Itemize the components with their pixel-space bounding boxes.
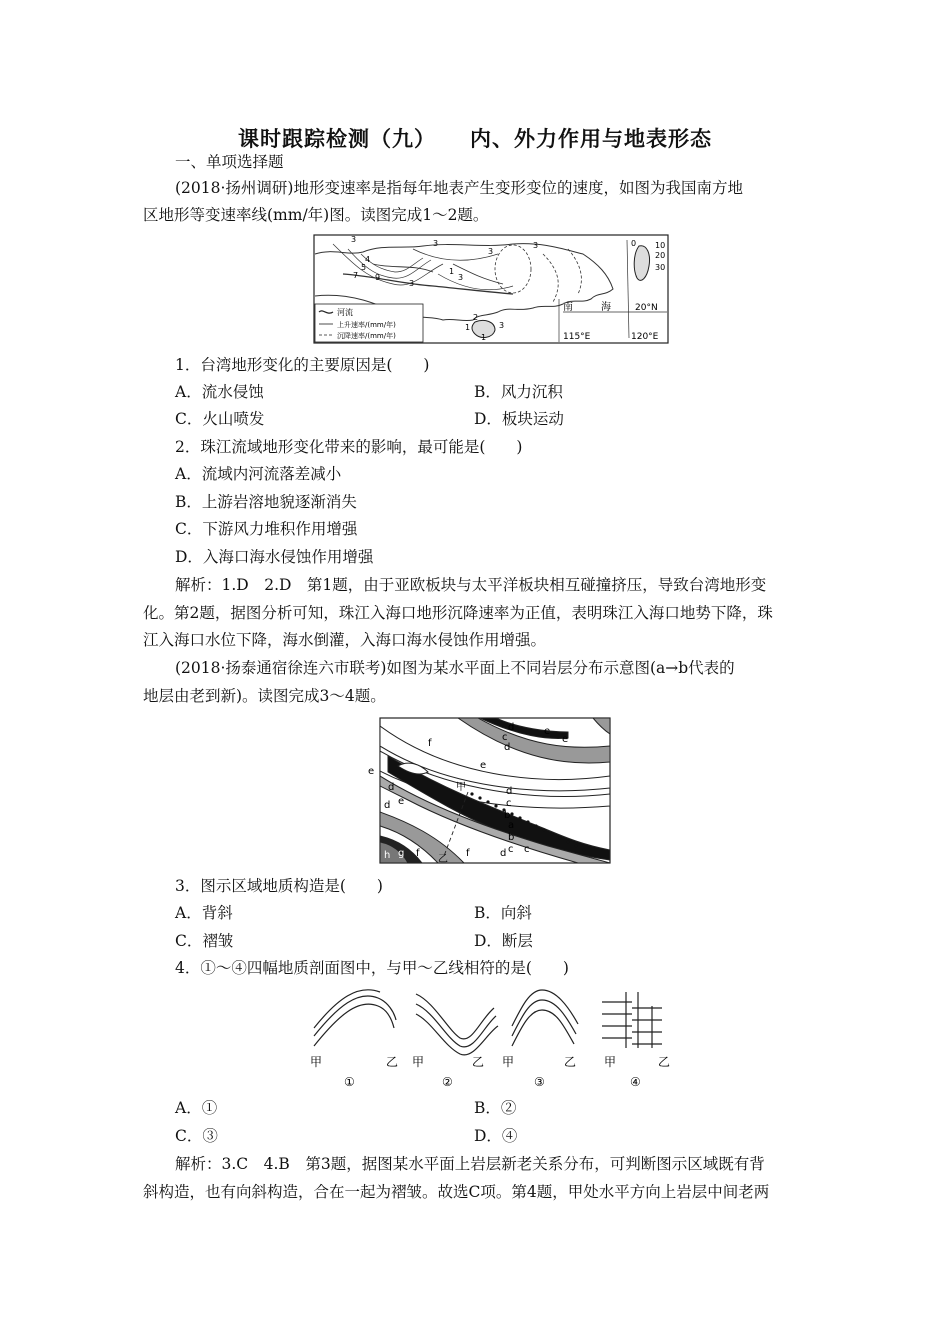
q2-option-c: C．下游风力堆积作用增强	[175, 520, 358, 538]
q2-option-d: D．入海口海水侵蚀作用增强	[175, 548, 374, 566]
rock-label: e	[368, 766, 375, 777]
rock-label: e	[480, 760, 487, 771]
q3-stem: 3．图示区域地质构造是( )	[175, 877, 383, 895]
analysis1-line1: 解析：1.D 2.D 第1题，由于亚欧板块与太平洋板块相互碰撞挤压，导致台湾地形变	[175, 576, 767, 594]
rock-label: d	[504, 742, 511, 753]
profile4-num: ④	[630, 1075, 641, 1089]
intro2-line2: 地层由老到新)。读图完成3～4题。	[143, 687, 386, 705]
rock-label: c	[502, 732, 508, 743]
legend-river-text: 河流	[337, 308, 353, 317]
rock-label: f	[416, 848, 420, 859]
profile2-left: 甲	[412, 1055, 425, 1069]
contour-label: 3	[533, 241, 539, 250]
q2-option-a: A．流域内河流落差减小	[175, 465, 342, 483]
profile3-left: 甲	[502, 1055, 515, 1069]
analysis1-line2: 化。第2题，据图分析可知，珠江入海口地形沉降速率为正值，表明珠江入海口地势下降，珠	[143, 604, 773, 622]
profile1-layer1	[314, 1004, 394, 1046]
profile4-right-layers	[632, 1008, 662, 1044]
profile3-right: 乙	[564, 1055, 577, 1069]
q4-option-b: B．②	[474, 1099, 517, 1117]
q3-option-d: D．断层	[474, 932, 533, 950]
sea-label-nan: 南	[563, 302, 573, 313]
profile2-layer3	[416, 1014, 498, 1055]
contour-label: 1	[465, 323, 471, 332]
contour-label: 20	[655, 251, 666, 260]
rock-label: f	[466, 848, 470, 859]
contour-label: 2	[473, 313, 479, 322]
profile3-num: ③	[534, 1075, 545, 1089]
rock-label: b	[508, 832, 515, 843]
intro2-line1: (2018·扬泰通宿徐连六市联考)如图为某水平面上不同岩层分布示意图(a→b代表的	[175, 659, 735, 677]
lat-20-label: 20°N	[635, 303, 658, 313]
q4-option-d: D．④	[474, 1127, 518, 1145]
intro1-line1: (2018·扬州调研)地形变速率是指每年地表产生变形变位的速度，如图为我国南方地	[175, 179, 743, 197]
profile1-num: ①	[344, 1075, 355, 1089]
contour-label: 3	[458, 273, 464, 282]
q3-option-a: A．背斜	[175, 904, 233, 922]
contour-label: 9	[375, 273, 381, 282]
contour-label: 7	[353, 271, 359, 280]
q4-option-a: A．①	[175, 1099, 218, 1117]
rock-label: d	[508, 722, 515, 733]
contour-label: 3	[499, 321, 505, 330]
intro1-line2: 区地形等变速率线(mm/年)图。读图完成1～2题。	[143, 206, 489, 224]
profile1-left: 甲	[310, 1055, 323, 1069]
title-sub: 内、外力作用与地表形态	[470, 126, 712, 151]
rock-label: e	[562, 734, 569, 745]
q1-option-c: C．火山喷发	[175, 410, 265, 428]
rock-label: d	[500, 848, 507, 859]
profile4-right: 乙	[658, 1055, 671, 1069]
rock-layer-map	[368, 716, 614, 866]
profile4-left-layers	[602, 1002, 632, 1038]
rock-label: d	[388, 782, 395, 793]
q1-stem: 1．台湾地形变化的主要原因是( )	[175, 356, 430, 374]
rock-label: 乙	[438, 854, 448, 865]
q3-option-c: C．褶皱	[175, 932, 234, 950]
rock-label: d	[506, 786, 513, 797]
rock-label: a	[508, 820, 515, 831]
sea-label-hai: 海	[601, 302, 611, 313]
q2-option-b: B．上游岩溶地貌逐渐消失	[175, 493, 357, 511]
contour-label: 5	[361, 263, 367, 272]
rock-label: e	[398, 796, 405, 807]
contour-label: 1	[481, 333, 487, 342]
contour-label: 3	[488, 247, 494, 256]
profile4-left: 甲	[604, 1055, 617, 1069]
contour-label: 10	[655, 241, 666, 250]
rock-label: f	[428, 738, 432, 749]
q2-stem: 2．珠江流域地形变化带来的影响，最可能是( )	[175, 438, 523, 456]
q4-stem: 4．①～④四幅地质剖面图中，与甲～乙线相符的是( )	[175, 959, 569, 977]
profile1-layer2	[314, 996, 396, 1036]
rock-label: c	[506, 798, 512, 809]
q1-option-b: B．风力沉积	[474, 383, 563, 401]
profile-diagrams	[308, 986, 678, 1092]
q3-option-b: B．向斜	[474, 904, 532, 922]
page-title	[0, 123, 950, 153]
q1-option-a: A．流水侵蚀	[175, 383, 264, 401]
section-heading: 一、单项选择题	[175, 153, 284, 171]
legend-uplift-text: 上升速率/(mm/年)	[337, 321, 396, 329]
analysis2-line1: 解析：3.C 4.B 第3题，据图某水平面上岩层新老关系分布，可判断图示区域既有背	[175, 1155, 765, 1173]
contour-label: 1	[449, 267, 455, 276]
rock-label: 甲	[456, 782, 466, 793]
rock-label: b	[504, 810, 511, 821]
analysis2-line2: 斜构造，也有向斜构造，合在一起为褶皱。故选C项。第4题，甲处水平方向上岩层中间老两	[143, 1183, 770, 1201]
contour-label: 3	[409, 279, 415, 288]
deformation-rate-map	[313, 234, 669, 344]
rock-label: g	[398, 848, 405, 859]
contour-label: 3	[351, 235, 357, 244]
rock-label: d	[384, 800, 391, 811]
profile-labels	[310, 1055, 670, 1089]
profile2-num: ②	[442, 1075, 453, 1089]
profile2-right: 乙	[472, 1055, 485, 1069]
lon-120-label: 120°E	[631, 332, 659, 342]
legend-subside-text: 沉降速率/(mm/年)	[337, 332, 396, 340]
contour-label: 3	[433, 239, 439, 248]
rock-label: c	[524, 844, 530, 855]
analysis1-line3: 江入海口水位下降，海水倒灌，入海口海水侵蚀作用增强。	[143, 631, 547, 649]
q1-option-d: D．板块运动	[474, 410, 564, 428]
contour-label: 4	[365, 255, 371, 264]
profile1-right: 乙	[386, 1055, 399, 1069]
rock-label: h	[384, 850, 391, 861]
title-main: 课时跟踪检测（九）	[238, 126, 436, 151]
contour-label: 30	[655, 263, 666, 272]
contour-label: 0	[631, 239, 637, 248]
rock-label: e	[544, 726, 551, 737]
rock-label: c	[508, 844, 514, 855]
q4-option-c: C．③	[175, 1127, 218, 1145]
lon-115-label: 115°E	[563, 332, 591, 342]
